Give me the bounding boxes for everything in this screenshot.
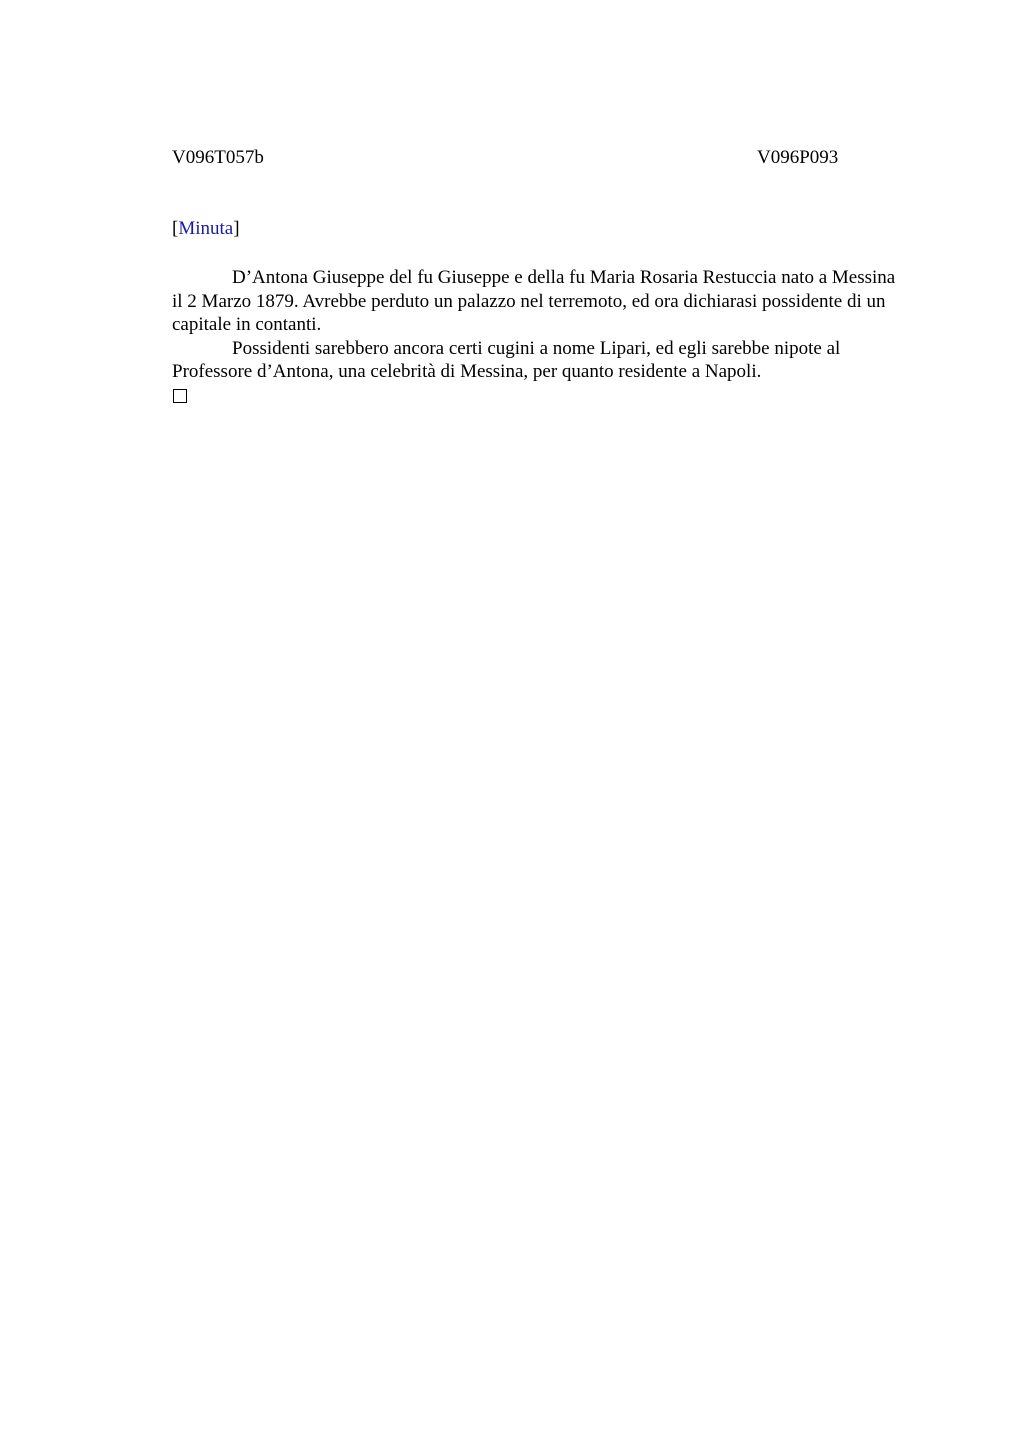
paragraph-2: Possidenti sarebbero ancora certi cugini a nome Lipari, ed egli sarebbe nipote al Professore d’Antona, una celebrità di Messina, per quanto residente a Napoli.	[172, 337, 841, 382]
open-bracket: [	[172, 218, 179, 239]
minuta-link[interactable]: Minuta	[178, 218, 234, 239]
document-code-right: V096P093	[757, 147, 839, 168]
close-bracket: ]	[233, 218, 240, 239]
paragraph-1: D’Antona Giuseppe del fu Giuseppe e della fu Maria Rosaria Restuccia nato a Messina il 2 Marzo 1879. Avrebbe perduto un palazzo nel terremoto, ed ora dichiarasi possidente di un capitale in contanti.	[172, 267, 896, 335]
document-body	[172, 266, 902, 403]
square-box-icon	[173, 389, 187, 403]
minuta-label	[172, 218, 240, 240]
document-code-left: V096T057b	[172, 147, 264, 168]
